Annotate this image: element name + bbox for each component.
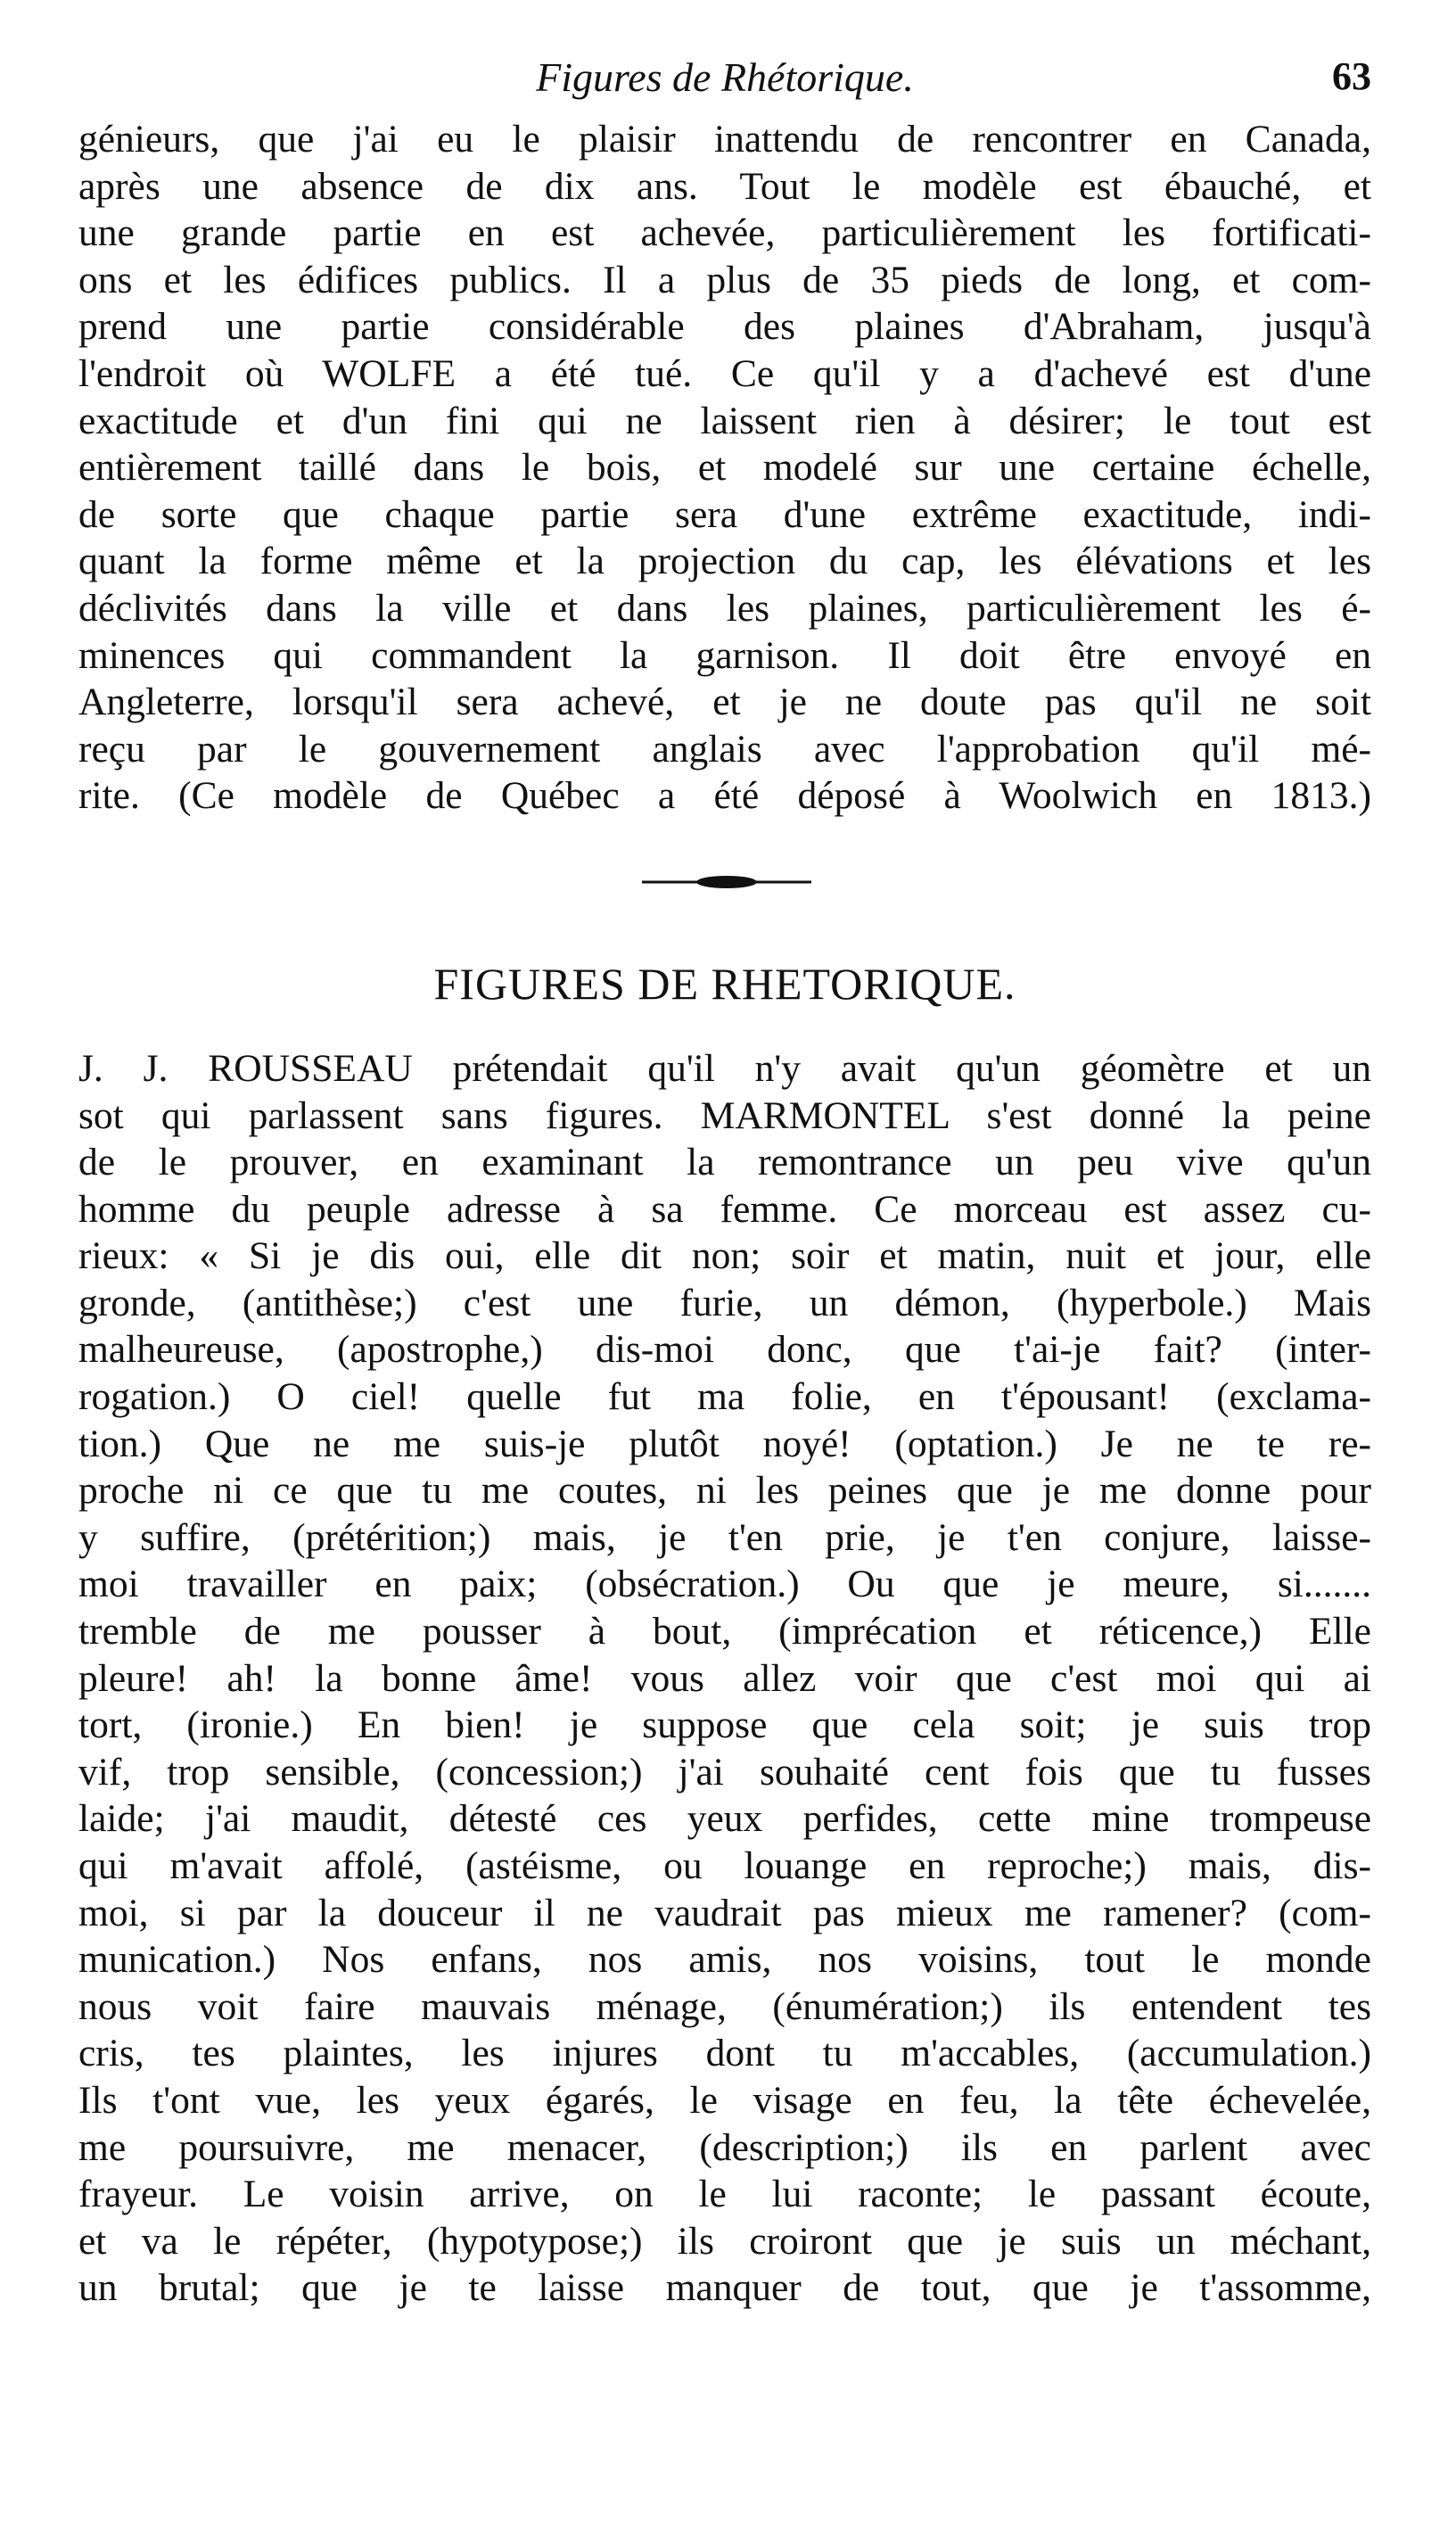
text-line: reçu par le gouvernement anglais avec l'approbation qu'il mé- — [78, 727, 1371, 771]
section-heading: FIGURES DE RHETORIQUE. — [433, 958, 1016, 1009]
text-line: génieurs, que j'ai eu le plaisir inattendu de rencontrer en Canada, — [78, 118, 1371, 161]
text-line: entièrement taillé dans le bois, et modelé sur une certaine échelle, — [78, 446, 1371, 490]
text-line: cris, tes plaintes, les injures dont tu m'accables, (accumulation.) — [78, 2032, 1371, 2075]
text-line: tion.) Que ne me suis-je plutôt noyé! (optation.) Je ne te re- — [78, 1422, 1371, 1465]
paragraph-rhetoric — [78, 1045, 1371, 2312]
text-line: pleure! ah! la bonne âme! vous allez voir que c'est moi qui ai — [78, 1656, 1371, 1700]
text-line: Ils t'ont vue, les yeux égarés, le visage en feu, la tête échevelée, — [78, 2078, 1371, 2122]
text-line: malheureuse, (apostrophe,) dis-moi donc, que t'ai-je fait? (inter- — [78, 1328, 1371, 1372]
text-line: exactitude et d'un fini qui ne laissent rien à désirer; le tout est — [78, 399, 1371, 442]
text-line: rite. (Ce modèle de Québec a été déposé à Woolwich en 1813.) — [78, 774, 1371, 818]
text-line: minences qui commandent la garnison. Il doit être envoyé en — [78, 633, 1371, 677]
text-line: et va le répéter, (hypotypose;) ils croiront que je suis un méchant, — [78, 2219, 1371, 2263]
text-line: vif, trop sensible, (concession;) j'ai souhaité cent fois que tu fusses — [78, 1750, 1371, 1794]
text-line: munication.) Nos enfans, nos amis, nos voisins, tout le monde — [78, 1938, 1371, 1982]
text-line: moi travailler en paix; (obsécration.) Ou que je meure, si....... — [78, 1563, 1371, 1606]
text-line: rogation.) O ciel! quelle fut ma folie, en t'épousant! (exclama- — [78, 1375, 1371, 1419]
text-line: une grande partie en est achevée, particulièrement les fortificati- — [78, 211, 1371, 255]
text-line: l'endroit où WOLFE a été tué. Ce qu'il y a d'achevé est d'une — [78, 351, 1371, 395]
text-line: de sorte que chaque partie sera d'une extrême exactitude, indi- — [78, 492, 1371, 536]
ornament-rule-icon — [642, 873, 811, 891]
text-line: sot qui parlassent sans figures. MARMONTEL s'est donné la peine — [78, 1093, 1371, 1137]
running-head — [78, 54, 1371, 116]
text-line: y suffire, (prétérition;) mais, je t'en prie, je t'en conjure, laisse- — [78, 1515, 1371, 1559]
paragraph-continued — [78, 116, 1371, 820]
text-line: rieux: « Si je dis oui, elle dit non; soir et matin, nuit et jour, elle — [78, 1234, 1371, 1278]
text-line: homme du peuple adresse à sa femme. Ce morceau est assez cu- — [78, 1187, 1371, 1231]
text-line: proche ni ce que tu me coutes, ni les peines que je me donne pour — [78, 1469, 1371, 1513]
section-ornament — [78, 855, 1371, 909]
book-page — [78, 54, 1371, 2312]
text-line: laide; j'ai maudit, détesté ces yeux perfides, cette mine trompeuse — [78, 1797, 1371, 1841]
text-line: nous voit faire mauvais ménage, (énumération;) ils entendent tes — [78, 1984, 1371, 2028]
text-line: moi, si par la douceur il ne vaudrait pas mieux me ramener? (com- — [78, 1891, 1371, 1934]
text-line: après une absence de dix ans. Tout le modèle est ébauché, et — [78, 164, 1371, 208]
text-line: un brutal; que je te laisse manquer de tout, que je t'assomme, — [78, 2266, 1371, 2310]
page-number: 63 — [1332, 54, 1371, 98]
text-line: ons et les édifices publics. Il a plus de 35 pieds de long, et com- — [78, 258, 1371, 301]
text-line: frayeur. Le voisin arrive, on le lui raconte; le passant écoute, — [78, 2173, 1371, 2216]
text-line: gronde, (antithèse;) c'est une furie, un démon, (hyperbole.) Mais — [78, 1281, 1371, 1324]
text-line: quant la forme même et la projection du cap, les élévations et les — [78, 540, 1371, 583]
text-line: déclivités dans la ville et dans les plaines, particulièrement les é- — [78, 586, 1371, 630]
text-line: tremble de me pousser à bout, (imprécation et réticence,) Elle — [78, 1610, 1371, 1654]
text-line: J. J. ROUSSEAU prétendait qu'il n'y avait qu'un géomètre et un — [78, 1046, 1371, 1090]
text-line: tort, (ironie.) En bien! je suppose que cela soit; je suis trop — [78, 1703, 1371, 1747]
text-line: de le prouver, en examinant la remontrance un peu vive qu'un — [78, 1141, 1371, 1184]
text-line: qui m'avait affolé, (astéisme, ou louange en reproche;) mais, dis- — [78, 1844, 1371, 1887]
running-title: Figures de Rhétorique. — [536, 54, 914, 100]
text-line: me poursuivre, me menacer, (description;) ils en parlent avec — [78, 2125, 1371, 2169]
text-line: prend une partie considérable des plaines d'Abraham, jusqu'à — [78, 305, 1371, 349]
text-line: Angleterre, lorsqu'il sera achevé, et je ne doute pas qu'il ne soit — [78, 680, 1371, 724]
